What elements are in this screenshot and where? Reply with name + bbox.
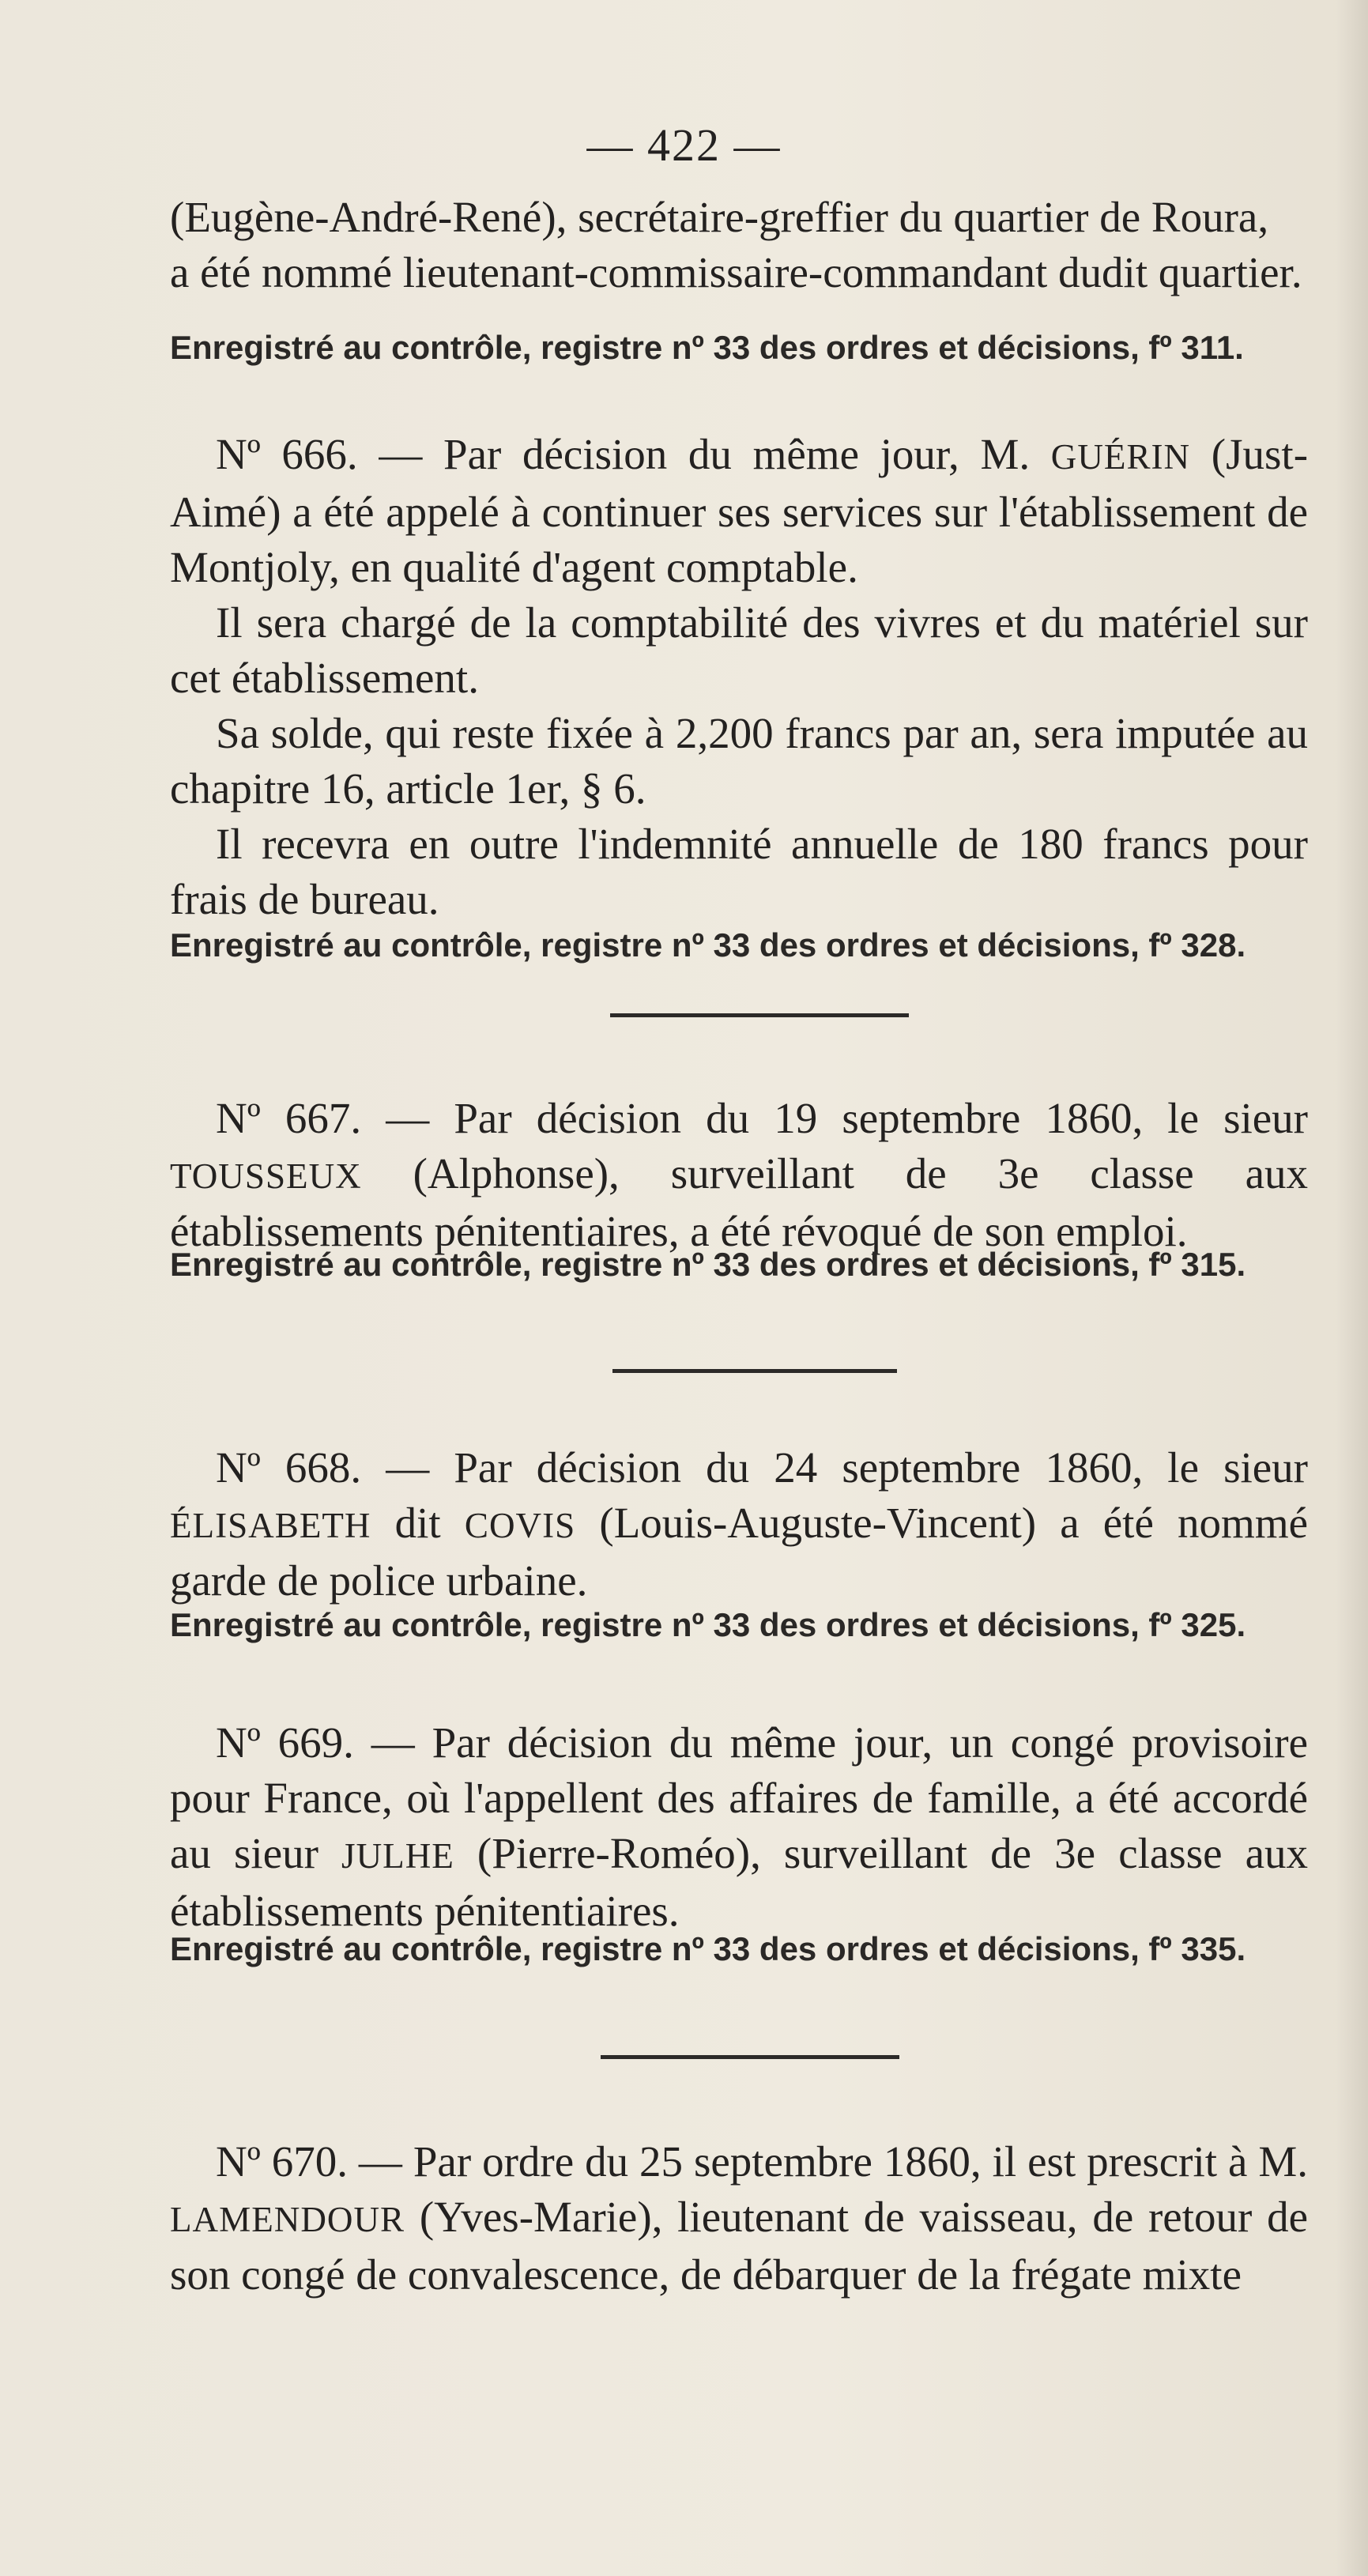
page-edge-shadow <box>1336 0 1368 2576</box>
section-divider <box>610 1013 909 1017</box>
page-number: — 422 — <box>586 119 782 171</box>
registration-note: Enregistré au contrôle, registre nº 33 des ordres et décisions, fº 325. <box>170 1606 1246 1643</box>
entry-text: (Pierre-Roméo), surveillant de 3e classe aux établissements pénitentiaires. <box>170 1829 1309 1935</box>
entry-paragraph <box>170 1715 1308 1939</box>
continued-line-2: a été nommé lieutenant-commissaire-commandant dudit quartier. <box>170 248 1302 296</box>
entry-lead: Nº 669. — Par décision du même jour, un congé provisoire pour France, où l'appellent des affaires de famille, a été accordé au sieur <box>170 1718 1308 1877</box>
entry-paragraph: Il sera chargé de la comptabilité des vivres et du matériel sur cet établissement. <box>170 598 1308 702</box>
section-divider <box>601 2055 899 2059</box>
person-name: ÉLISABETH <box>170 1506 371 1545</box>
person-name: GUÉRIN <box>1050 437 1191 477</box>
entry-text: dit <box>394 1499 441 1547</box>
entry-paragraph <box>170 2134 1308 2303</box>
entry-text: (Alphonse), surveillant de 3e classe aux établissements pénitentiaires, a été révoqué de son emploi. <box>170 1149 1309 1255</box>
entry-lead: Nº 668. — Par décision du 24 septembre 1860, le sieur <box>216 1443 1308 1492</box>
entry-text: (Yves-Marie), lieutenant de vaisseau, de retour de son congé de convalescence, de débarquer de la frégate mixte <box>170 2193 1308 2299</box>
person-name: JULHE <box>341 1836 454 1876</box>
person-name: LAMENDOUR <box>170 2200 405 2239</box>
person-alias: COVIS <box>464 1506 576 1545</box>
entry-text: (Just-Aimé) a été appelé à continuer ses services sur l'établissement de Montjoly, en qualité d'agent comptable. <box>170 430 1309 591</box>
entry-668 <box>170 1440 1308 1609</box>
continued-line-1: (Eugène-André-René), secrétaire-greffier du quartier de Roura, <box>170 193 1269 241</box>
entry-666 <box>170 427 1308 927</box>
continued-entry <box>170 190 1308 300</box>
entry-paragraph: Sa solde, qui reste fixée à 2,200 francs par an, sera imputée au chapitre 16, article 1er, § 6. <box>170 709 1308 813</box>
registration-note: Enregistré au contrôle, registre nº 33 des ordres et décisions, fº 328. <box>170 926 1246 964</box>
registration-note: Enregistré au contrôle, registre nº 33 des ordres et décisions, fº 335. <box>170 1930 1246 1967</box>
entry-paragraph <box>170 427 1308 595</box>
entry-lead: Nº 670. — Par ordre du 25 septembre 1860, il est prescrit à M. <box>216 2137 1308 2186</box>
section-divider <box>612 1369 897 1373</box>
registration-note: Enregistré au contrôle, registre nº 33 des ordres et décisions, fº 315. <box>170 1246 1246 1283</box>
entry-670 <box>170 2134 1308 2303</box>
entry-paragraph <box>170 1440 1308 1609</box>
registration-note: Enregistré au contrôle, registre nº 33 des ordres et décisions, fº 311. <box>170 329 1244 366</box>
entry-paragraph <box>170 1091 1308 1259</box>
entry-paragraph: Il recevra en outre l'indemnité annuelle de 180 francs pour frais de bureau. <box>170 820 1308 923</box>
entry-lead: Nº 666. — Par décision du même jour, M. <box>216 430 1031 478</box>
entry-667 <box>170 1091 1308 1259</box>
entry-text: (Louis-Auguste-Vincent) a été nommé garde de police urbaine. <box>170 1499 1309 1605</box>
person-name: TOUSSEUX <box>170 1156 362 1196</box>
entry-lead: Nº 667. — Par décision du 19 septembre 1860, le sieur <box>216 1094 1308 1142</box>
entry-669 <box>170 1715 1308 1939</box>
